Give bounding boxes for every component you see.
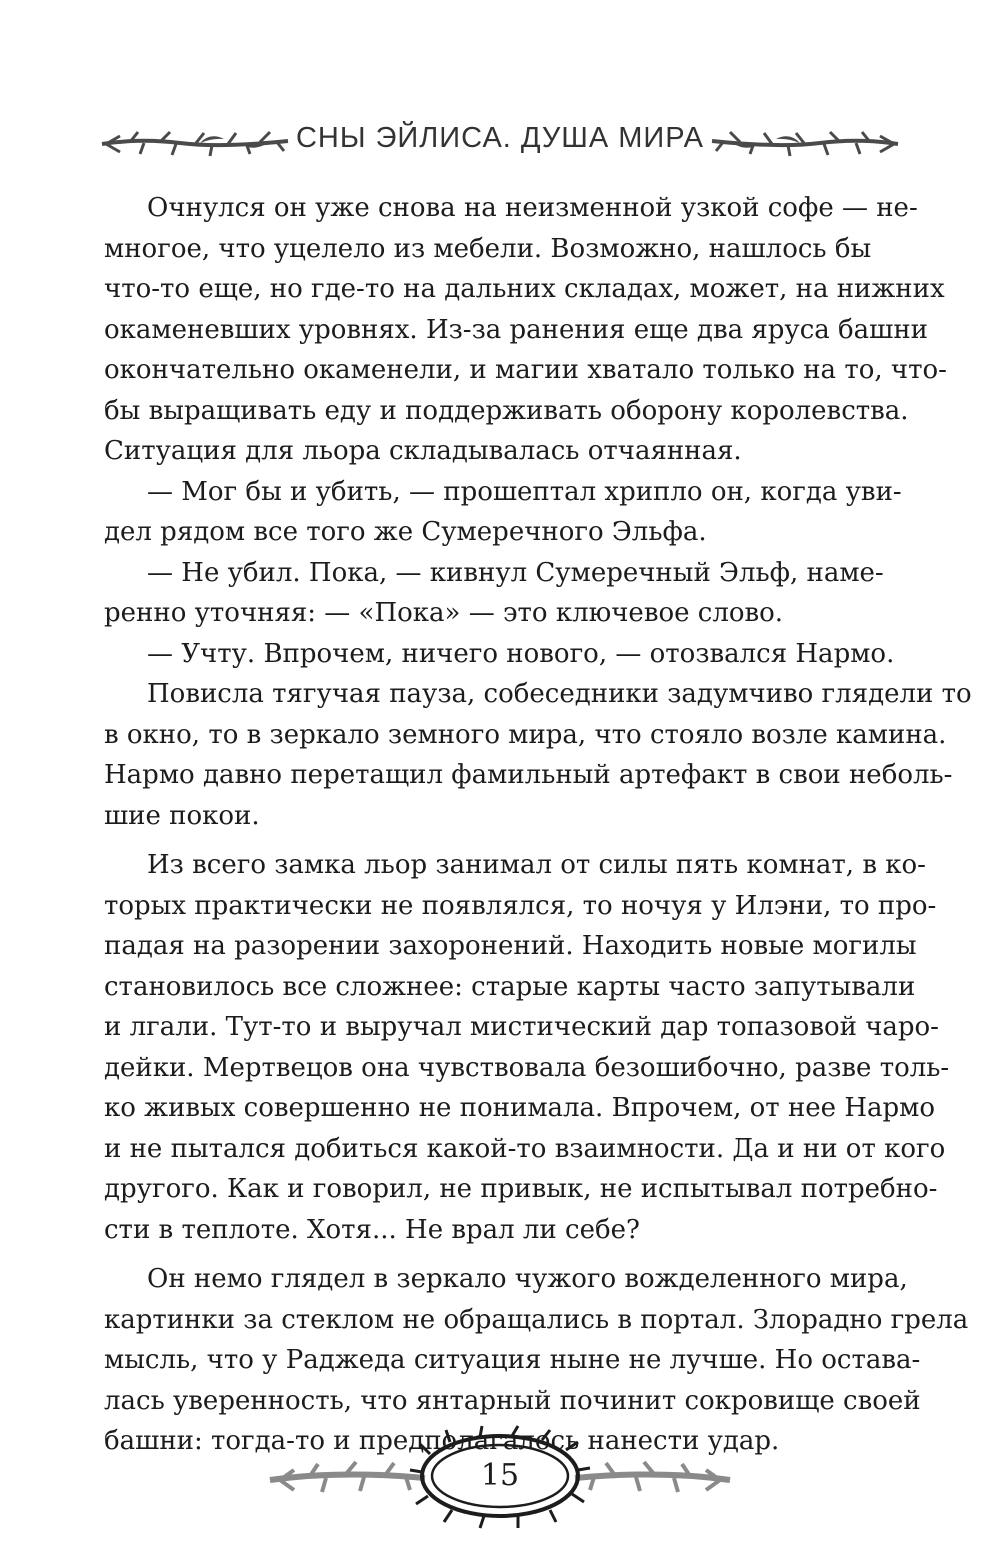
text-line: Очнулся он уже снова на неизменной узкой софе — не- [147, 193, 918, 223]
text-line: что-то еще, но где-то на дальних складах, может, на нижних [104, 274, 945, 304]
text-line: Повисла тягучая пауза, собеседники задумчиво глядели то [147, 679, 972, 709]
text-line: ко живых совершенно не понимала. Впрочем, от нее Нармо [104, 1093, 936, 1123]
text-line: дейки. Мертвецов она чувствовала безошибочно, разве толь- [104, 1052, 950, 1083]
text-line: бы выращивать еду и поддерживать оборону королевства. [104, 395, 909, 426]
text-line: многое, что уцелело из мебели. Возможно, нашлось бы [104, 233, 872, 264]
text-line: картинки за стеклом не обращались в портал. Злорадно грела [104, 1304, 969, 1335]
text-line: — Мог бы и убить, — прошептал хрипло он, когда уви- [147, 476, 902, 507]
text-line: Нармо давно перетащил фамильный артефакт в свои неболь- [104, 760, 953, 790]
text-line: Он немо глядел в зеркало чужого вожделенного мира, [147, 1264, 908, 1294]
thorn-ornament-left-icon [100, 124, 290, 160]
text-line: сти в теплоте. Хотя... Не врал ли себе? [104, 1214, 640, 1245]
thorn-ornament-right-icon [710, 124, 900, 160]
text-line: башни: тогда-то и предполагалось нанести удар. [104, 1426, 780, 1456]
text-line: становилось все сложнее: старые карты часто запутывали [104, 971, 916, 1002]
text-line: шие покои. [104, 800, 260, 831]
text-line: другого. Как и говорил, не привык, не испытывал потребно- [104, 1174, 938, 1204]
text-line: Из всего замка льор занимал от силы пять комнат, в ко- [147, 850, 926, 880]
text-line: и не пытался добиться какой-то взаимности. Да и ни от кого [104, 1133, 946, 1164]
text-line: торых практически не появлялся, то ночуя у Илэни, то про- [104, 890, 937, 921]
text-line: падая на разорении захоронений. Находить новые могилы [104, 931, 917, 961]
text-line: в окно, то в зеркало земного мира, что стояло возле камина. [104, 719, 947, 750]
text-line: Ситуация для льора складывалась отчаянная. [104, 436, 742, 466]
text-line: мысль, что у Раджеда ситуация ныне не лучше. Но остава- [104, 1345, 921, 1375]
text-line: ренно уточняя: — «Пока» — это ключевое слово. [104, 598, 784, 628]
running-header [100, 120, 900, 164]
book-title: СНЫ ЭЙЛИСА. ДУША МИРА [295, 122, 705, 154]
text-line: — Учту. Впрочем, ничего нового, — отозвался Нармо. [147, 638, 895, 669]
body-text [104, 188, 972, 1462]
page-number: 15 [480, 1458, 520, 1493]
text-line: дел рядом все того же Сумеречного Эльфа. [104, 517, 707, 547]
text-line: и лгали. Тут-то и выручал мистический дар топазовой чаро- [104, 1012, 939, 1042]
text-line: окончательно окаменели, и магии хватало только на то, что- [104, 355, 947, 385]
text-line: — Не убил. Пока, — кивнул Сумеречный Эльф, наме- [147, 557, 884, 588]
page-footer [260, 1424, 740, 1534]
text-line: лась уверенность, что янтарный починит сокровище своей [104, 1385, 921, 1416]
text-line: окаменевших уровнях. Из-за ранения еще два яруса башни [104, 314, 929, 345]
